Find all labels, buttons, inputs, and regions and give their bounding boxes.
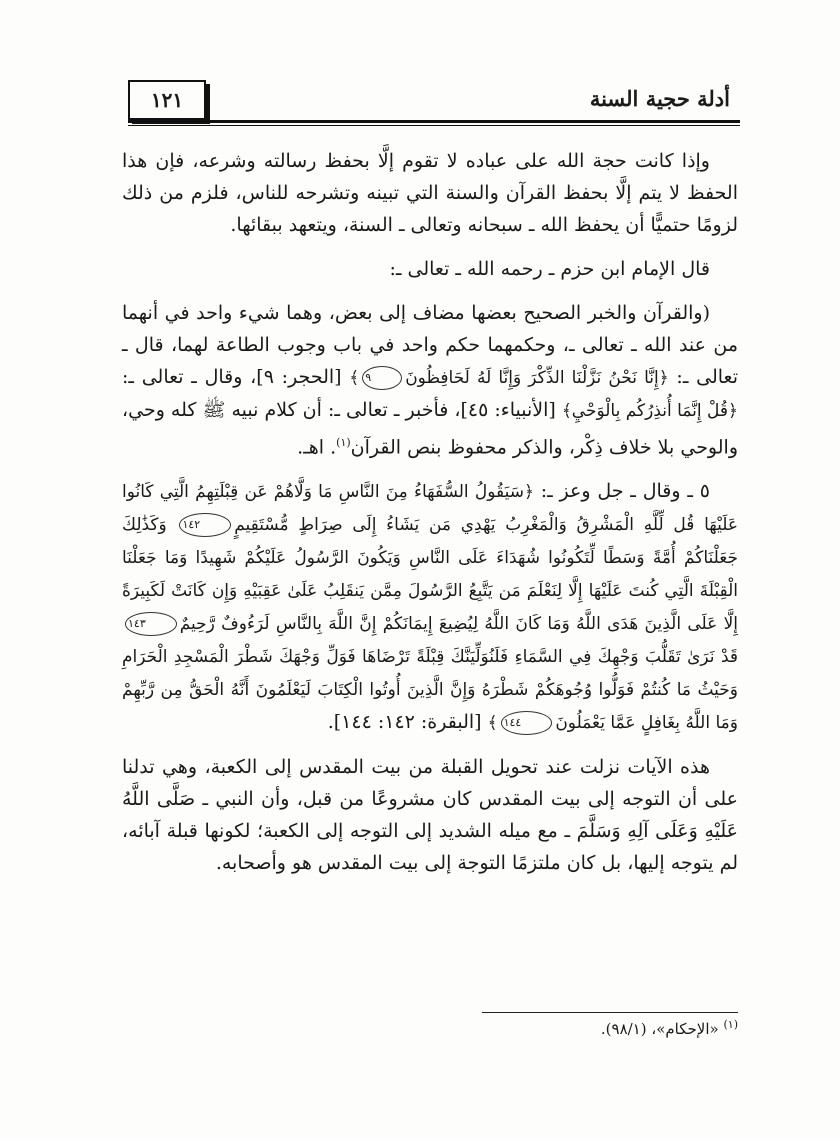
quote-text: (والقرآن والخبر الصحيح بعضها مضاف إلى بعض، وهما شيء واحد في أنهما من عند الله ـ تعالى ـ، وحكمهما حكم واحد في باب وجوب الطاعة لهما، قال ـ تعالى ـ: (122, 302, 738, 388)
paragraph-2: قال الإمام ابن حزم ـ رحمه الله ـ تعالى ـ: (389, 258, 710, 280)
ayah-number-9: ٩ (362, 366, 402, 390)
footnote-marker: (١) (336, 436, 351, 449)
footnote-rule (482, 1012, 738, 1013)
footnote-text: «الإحكام»، (٩٨/١). (600, 1020, 724, 1038)
reference-al-hijr: [الحجر: ٩]، وقال ـ تعالى ـ: (122, 366, 350, 388)
reference-al-anbiya: [الأنبياء: ٤٥]، فأخبر ـ تعالى ـ: أن كلام نبيه ﷺ كله وحي، والوحي بلا خلاف ذِكْر، والذكر محفوظ بنص القرآن (122, 399, 738, 459)
ayah-number-142: ١٤٢ (179, 513, 231, 537)
verse-al-baqarah-143: وَكَذَٰلِكَ جَعَلْنَاكُمْ أُمَّةً وَسَطًا لِّتَكُونُوا شُهَدَاءَ عَلَى النَّاسِ وَيَكُونَ الرَّسُولُ عَلَيْكُمْ شَهِيدًا وَمَا جَعَلْنَا الْقِبْلَةَ الَّتِي كُنتَ عَلَيْهَا إِلَّا لِنَعْلَمَ مَن يَتَّبِعُ الرَّسُولَ مِمَّن يَنقَلِبُ عَلَىٰ عَقِبَيْهِ وَإِن كَانَتْ لَكَبِيرَةً إِلَّا عَلَى الَّذِينَ هَدَى اللَّهُ وَمَا كَانَ اللَّهُ لِيُضِيعَ إِيمَانَكُمْ إِنَّ اللَّهَ بِالنَّاسِ لَرَءُوفٌ رَّحِيمٌ (122, 515, 738, 635)
paragraph-5: هذه الآيات نزلت عند تحويل القبلة من بيت المقدس إلى الكعبة، وهي تدلنا على أن التوجه إلى بيت المقدس كان مشروعًا من قبل، وأن النبي ـ صَلَّى اللَّهُ عَلَيْهِ وَعَلَى آلِهِ وَسَلَّمَ ـ مع ميله الشديد إلى التوجه إلى الكعبة؛ لكونها قبلة آبائه، لم يتوجه إليها، بل كان ملتزمًا التوجة إلى بيت المقدس هو وأصحابه. (122, 756, 738, 875)
quote-end: . اهـ. (297, 436, 337, 459)
body-text (122, 145, 738, 879)
verse-al-anbiya: ﴿قُلْ إِنَّمَا أُنذِرُكُم بِالْوَحْيِ﴾ (561, 401, 738, 421)
verse-al-hijr: ﴿إِنَّا نَحْنُ نَزَّلْنَا الذِّكْرَ وَإِنَّا لَهُ لَحَافِظُونَ (405, 368, 669, 388)
verse-close-bracket: ﴾ (349, 368, 360, 388)
page-header (128, 72, 740, 128)
ayah-number-143: ١٤٣ (125, 612, 177, 636)
header-rule (128, 120, 740, 126)
item-5-intro: ٥ ـ وقال ـ جل وعز ـ: (533, 480, 710, 503)
verse-al-baqarah-144: قَدْ نَرَىٰ تَقَلُّبَ وَجْهِكَ فِي السَّمَاءِ فَلَنُوَلِّيَنَّكَ قِبْلَةً تَرْضَاهَا فَوَلِّ وَجْهَكَ شَطْرَ الْمَسْجِدِ الْحَرَامِ وَحَيْثُ مَا كُنتُمْ فَوَلُّوا وُجُوهَكُمْ شَطْرَهُ وَإِنَّ الَّذِينَ أُوتُوا الْكِتَابَ لَيَعْلَمُونَ أَنَّهُ الْحَقُّ مِن رَّبِّهِمْ وَمَا اللَّهُ بِغَافِلٍ عَمَّا يَعْمَلُونَ (122, 647, 738, 734)
paragraph-3 (122, 297, 738, 463)
page-number: ١٢١ (128, 80, 206, 120)
footnote-number: (١) (723, 1018, 738, 1031)
reference-al-baqarah: [البقرة: ١٤٢: ١٤٤]. (327, 711, 488, 734)
footnote (601, 1018, 738, 1038)
verse-al-baqarah-142: ﴿سَيَقُولُ السُّفَهَاءُ مِنَ النَّاسِ مَا وَلَّاهُمْ عَن قِبْلَتِهِمُ الَّتِي كَانُوا عَلَيْهَا قُل لِّلَّهِ الْمَشْرِقُ وَالْمَغْرِبُ يَهْدِي مَن يَشَاءُ إِلَى صِرَاطٍ مُّسْتَقِيمٍ (122, 482, 739, 536)
ayah-number-144: ١٤٤ (501, 711, 553, 735)
paragraph-4 (122, 475, 738, 739)
paragraph-1: وإذا كانت حجة الله على عباده لا تقوم إلَّا بحفظ رسالته وشرعه، فإن هذا الحفظ لا يتم إلَّا بحفظ القرآن والسنة التي تبينه وتشرحه للناس، فلزم من ذلك لزومًا حتميًّا أن يحفظ الله ـ سبحانه وتعالى ـ السنة، ويتعهد ببقائها. (122, 150, 738, 236)
verse-close-bracket-2: ﴾ (487, 713, 498, 734)
running-title: أدلة حجية السنة (589, 86, 730, 111)
